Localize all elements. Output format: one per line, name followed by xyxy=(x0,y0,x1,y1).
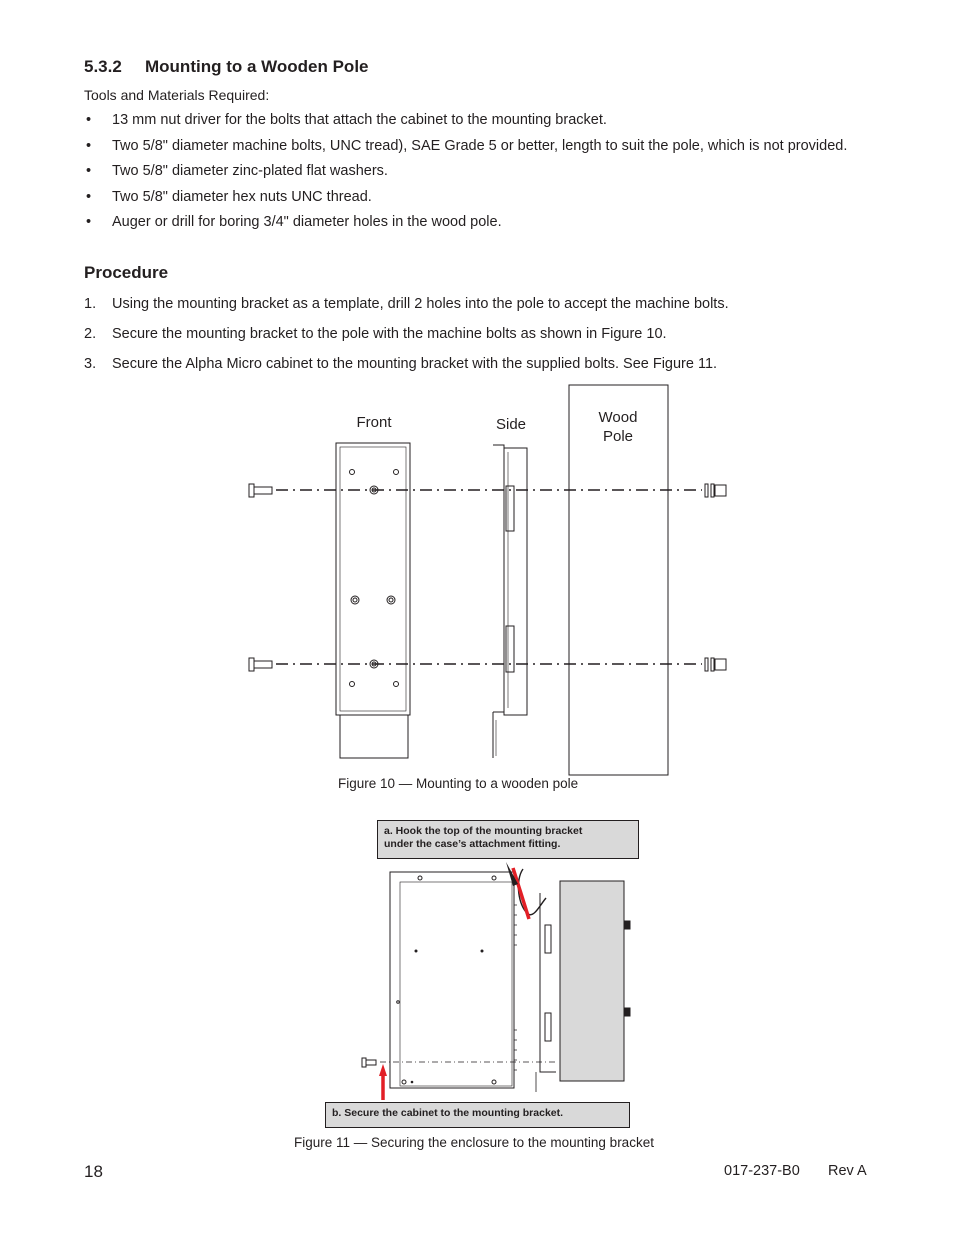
list-item: 1. Using the mounting bracket as a template, drill 2 holes into the pole to accept the machine bolts. xyxy=(84,296,729,312)
figure-11-drawing xyxy=(362,862,630,1100)
hook-fitting xyxy=(518,869,546,915)
step-number: 2. xyxy=(84,326,97,342)
bullet: • xyxy=(86,163,92,179)
front-bracket-tab xyxy=(340,715,408,758)
nut-bottom xyxy=(705,658,726,671)
step-number: 1. xyxy=(84,296,97,312)
list-item: 2. Secure the mounting bracket to the pole with the machine bolts as shown in Figure 10. xyxy=(84,326,667,342)
section-number: 5.3.2 xyxy=(84,57,122,76)
callout-b: b. Secure the cabinet to the mounting bracket. xyxy=(325,1102,630,1128)
callout-a: a. Hook the top of the mounting bracket under the case’s attachment fitting. xyxy=(377,820,639,859)
figure-11-caption: Figure 11 — Securing the enclosure to the mounting bracket xyxy=(294,1135,654,1150)
label-side: Side xyxy=(495,416,527,433)
bullet: • xyxy=(86,112,92,128)
figure-10-caption: Figure 10 — Mounting to a wooden pole xyxy=(338,776,579,791)
revision: Rev A xyxy=(828,1163,867,1179)
section-title: Mounting to a Wooden Pole xyxy=(145,57,369,76)
bullet: • xyxy=(86,137,92,154)
tools-heading: Tools and Materials Required: xyxy=(84,87,270,103)
pole-section xyxy=(560,881,624,1081)
procedure-heading: Procedure xyxy=(84,263,169,282)
nut-top xyxy=(705,484,726,497)
page-number: 18 xyxy=(84,1162,103,1181)
bolt-top xyxy=(249,484,272,497)
label-wood-pole: Wood Pole xyxy=(598,409,638,445)
front-bracket xyxy=(336,443,410,715)
step-number: 3. xyxy=(84,356,97,372)
bullet: • xyxy=(86,188,92,205)
document-id: 017-237-B0 xyxy=(724,1163,800,1179)
list-item: • 13 mm nut driver for the bolts that attach the cabinet to the mounting bracket. xyxy=(86,112,607,128)
cabinet-bolt xyxy=(362,1058,376,1067)
list-item: • Two 5/8" diameter machine bolts, UNC tread), SAE Grade 5 or better, length to suit the pole, which is not provided. xyxy=(86,137,848,154)
list-item: • Two 5/8" diameter zinc-plated flat washers. xyxy=(86,163,388,179)
mounting-bracket xyxy=(540,893,556,1072)
arrow-a xyxy=(513,868,529,919)
enclosure xyxy=(390,872,514,1088)
bullet: • xyxy=(86,214,92,230)
list-item: • Two 5/8" diameter hex nuts UNC thread. xyxy=(86,188,372,205)
list-item: • Auger or drill for boring 3/4" diameter holes in the wood pole. xyxy=(86,214,502,230)
label-front: Front xyxy=(356,414,392,431)
list-item: 3. Secure the Alpha Micro cabinet to the mounting bracket with the supplied bolts. See Figure 11. xyxy=(84,356,718,372)
bolt-bottom xyxy=(249,658,272,671)
